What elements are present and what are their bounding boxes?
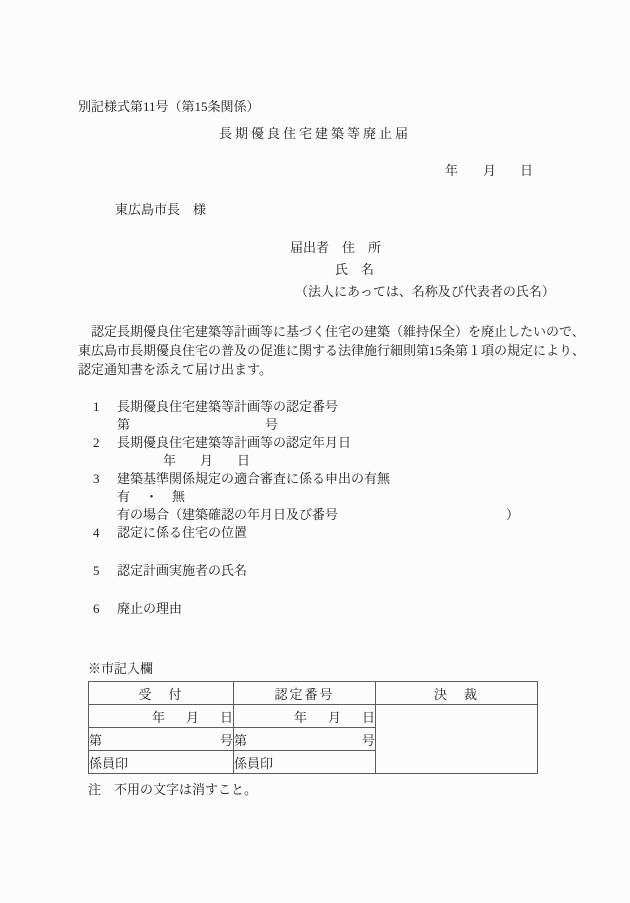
item-4-number: 4 — [93, 525, 100, 540]
applicant-address-row — [290, 237, 555, 259]
item-1-number-blank — [93, 416, 545, 434]
list-item-6 — [93, 600, 545, 618]
numbered-items-list — [93, 398, 545, 618]
cert-date-month-label: 月 — [200, 453, 214, 468]
reception-day-label: 日 — [219, 709, 233, 725]
cert-number-suffix: 号 — [361, 732, 375, 748]
item-1-number: 1 — [93, 399, 100, 414]
cert-number-prefix: 第 — [234, 732, 248, 748]
city-entry-heading: ※市記入欄 — [88, 661, 154, 676]
col-header-reception: 受 付 — [89, 682, 234, 705]
table-date-row — [89, 705, 538, 728]
cert-date-cell — [234, 705, 376, 728]
item-5-label: 認定計画実施者の氏名 — [117, 563, 248, 578]
item-2-label: 長期優良住宅建築等計画等の認定年月日 — [117, 435, 352, 450]
item-2-date-blank — [93, 452, 545, 470]
form-style-number: 別記様式第11号（第15条関係） — [78, 99, 260, 114]
reception-number-prefix: 第 — [89, 732, 103, 748]
list-item-3 — [93, 470, 545, 488]
applicant-name-row — [290, 259, 555, 281]
option-yes: 有 — [117, 489, 131, 504]
footnote: 注 不用の文字は消すこと。 — [88, 782, 258, 797]
item-2-number: 2 — [93, 435, 100, 450]
reception-number-cell — [89, 728, 234, 751]
item-3-options — [93, 488, 545, 506]
cert-number-cell — [234, 728, 376, 751]
item-4-label: 認定に係る住宅の位置 — [117, 525, 248, 540]
date-month-label: 月 — [483, 163, 497, 178]
conditional-text: 有の場合（建築確認の年月日及び番号 — [117, 507, 339, 522]
addressee: 東広島市長 様 — [115, 202, 207, 217]
list-item-2 — [93, 434, 545, 452]
corporate-note: （法人にあっては、名称及び代表者の氏名） — [295, 284, 555, 299]
col-header-approval: 決 裁 — [376, 682, 538, 705]
list-item-5 — [93, 562, 545, 580]
date-field — [445, 160, 533, 179]
item-1-label: 長期優良住宅建築等計画等の認定番号 — [117, 399, 339, 414]
cert-staff-seal-cell: 係員印 — [234, 751, 376, 774]
body-paragraph — [78, 322, 586, 379]
item-6-label: 廃止の理由 — [117, 601, 183, 616]
applicant-address-label: 住 所 — [342, 240, 382, 255]
body-line-2: 東広島市長期優良住宅の普及の促進に関する法律施行細則第15条第１項の規定により、 — [78, 343, 586, 358]
cert-date-year-label: 年 — [163, 453, 177, 468]
option-no: 無 — [172, 489, 186, 504]
item-3-number: 3 — [93, 471, 100, 486]
reception-date-cell — [89, 705, 234, 728]
cert-day-label: 日 — [361, 709, 375, 725]
col-header-cert-number: 認定番号 — [234, 682, 376, 705]
list-item-4 — [93, 524, 545, 542]
cert-year-label: 年 — [293, 709, 307, 725]
cert-date-day-label: 日 — [237, 453, 251, 468]
conditional-close-paren: ） — [505, 507, 519, 522]
body-line-3: 認定通知書を添えて届け出ます。 — [78, 362, 272, 377]
item-5-number: 5 — [93, 563, 100, 578]
reception-number-suffix: 号 — [219, 732, 233, 748]
cert-number-suffix: 号 — [265, 417, 279, 432]
form-title: 長期優良住宅建築等廃止届 — [218, 126, 411, 141]
list-item-1 — [93, 398, 545, 416]
body-line-1: 認定長期優良住宅建築等計画等に基づく住宅の建築（維持保全）を廃止したいので、 — [78, 324, 585, 339]
item-3-label: 建築基準関係規定の適合審査に係る申出の有無 — [117, 471, 391, 486]
reception-staff-seal-cell: 係員印 — [89, 751, 234, 774]
cert-month-label: 月 — [327, 709, 341, 725]
item-3-conditional — [93, 506, 519, 524]
reception-year-label: 年 — [151, 709, 165, 725]
cert-number-prefix: 第 — [117, 417, 131, 432]
item-6-number: 6 — [93, 601, 100, 616]
city-entry-table — [88, 681, 538, 774]
approval-blank-cell — [376, 705, 538, 774]
applicant-label: 届出者 — [290, 240, 330, 255]
applicant-name-label: 氏 名 — [335, 262, 375, 277]
date-day-label: 日 — [520, 163, 534, 178]
date-year-label: 年 — [445, 163, 459, 178]
applicant-block — [290, 237, 555, 303]
option-separator: ・ — [145, 489, 159, 504]
reception-month-label: 月 — [185, 709, 199, 725]
table-header-row — [89, 682, 538, 705]
